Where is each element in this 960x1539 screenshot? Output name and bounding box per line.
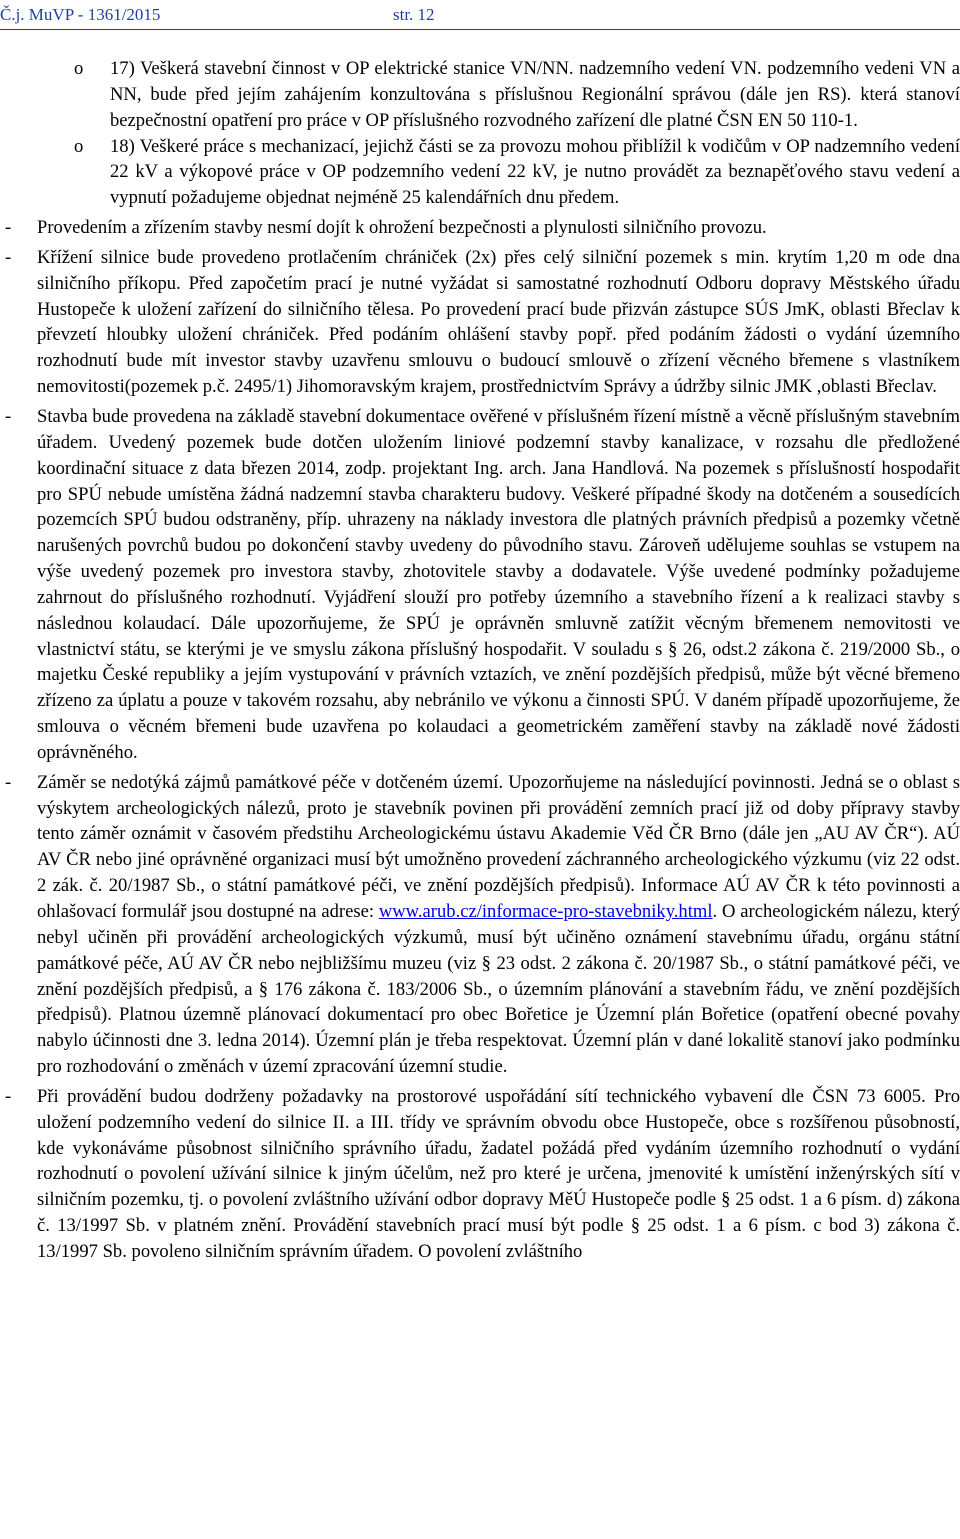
paragraph-text-part: Záměr se nedotýká zájmů památkové péče v dotčeném území. Upozorňujeme na následující povinnosti. Jedná se o oblast s výskytem archeologických nálezů, proto je stavebník povinen při provádění zemních prací již od doby přípravy stavby tento záměr oznámit v časovém předstihu Archeologickému ústavu Akademie Věd ČR Brno (dále jen „AU AV ČR“). AÚ AV ČR nebo jiné oprávněné organizaci musí být umožněno provedení záchranného archeologického výzkumu (viz 22 odst. 2 zák. č. 20/1987 Sb., o státní památkové péči, ve znění pozdějších předpisů). Informace AÚ AV ČR k této povinnosti a ohlašovací formulář jsou dostupné na adrese: [37, 771, 960, 922]
list-bullet: o [74, 135, 84, 157]
list-bullet: o [74, 58, 84, 79]
paragraph-heritage [0, 770, 960, 1080]
paragraph-text [37, 772, 960, 1077]
header-divider [0, 29, 960, 30]
sub-item-17 [0, 56, 960, 134]
arub-link[interactable]: www.arub.cz/informace-pro-stavebniky.html [378, 901, 713, 922]
page-header [0, 2, 960, 28]
page-number: str. 12 [393, 5, 435, 24]
paragraph-text-part: . O archeologickém nálezu, který nebyl učiněn při provádění archeologických výzkumů, musí být učiněno oznámení stavebnímu úřadu, orgánu státní památkové péče, AÚ AV ČR nebo nejbližšímu muzeu (viz § 23 odst. 2 zákona č. 20/1987 Sb., o státní památkové péči, ve znění pozdějších předpisů, a § 176 zákona č. 183/2006 Sb., o územním plánování a stavebním řádu, ve znění pozdějších předpisů). Platnou územně plánovací dokumentací pro obec Bořetice je Územní plán Bořetice (opatření obecné povahy nabylo účinnosti dne 3. ledna 2014). Územní plán je třeba respektovat. Územní plán v dané lokalitě stanoví jako podmínku pro rozhodování o změnách v území zpracování územní studie. [37, 901, 960, 1078]
paragraph-traffic-safety [0, 215, 960, 241]
document-body [0, 56, 960, 1265]
list-dash: - [5, 1085, 12, 1107]
paragraph-text: 17) Veškerá stavební činnost v OP elektrické stanice VN/NN. nadzemního vedení VN. podzemního vedeni VN a NN, bude před jejím zahájením konzultována s příslušnou Regionální správou (dále jen RS). která stanoví bezpečnostní opatření pro práce v OP příslušného rozvodného zařízení dle platné ČSN EN 50 110-1. [110, 58, 960, 131]
list-dash: - [5, 405, 12, 427]
list-dash: - [5, 246, 12, 268]
list-dash: - [5, 217, 12, 239]
paragraph-network-requirements [0, 1084, 960, 1265]
paragraph-text: Křížení silnice bude provedeno protlačením chrániček (2x) přes celý silniční pozemek s min. krytím 1,20 m ode dna silničního příkopu. Před započetím prací je nutné vyžádat si samostatné rozhodnutí Odboru dopravy Městského úřadu Hustopeče k uložení zařízení do silničního tělesa. Po provedení prací bude přizván zástupce SÚS JmK, oblasti Břeclav k převzetí hloubky uložení chrániček. Před podáním ohlášení stavby popř. před podáním žádosti o vydání územního rozhodnutí bude mít investor stavby uzavřenu smlouvu o budoucí smlouvě o zřízení věcného břemene s vlastníkem nemovitosti(pozemek p.č. 2495/1) Jihomoravským krajem, prostřednictvím Správy a údržby silnic JMK ,oblasti Břeclav. [37, 246, 960, 398]
document-reference: Č.j. MuVP - 1361/2015 [0, 5, 161, 24]
paragraph-road-crossing [0, 245, 960, 400]
paragraph-text: Provedením a zřízením stavby nesmí dojít k ohrožení bezpečnosti a plynulosti silničního provozu. [37, 217, 767, 239]
paragraph-text: Při provádění budou dodrženy požadavky na prostorové uspořádání sítí technického vybavení dle ČSN 73 6005. Pro uložení podzemního vedení do silnice II. a III. třídy ve správním obvodu obce Hustopeče, obce s rozšířenou působností, kde vykonáváme působnost silničního správního úřadu, žadatel požádá před vydáním územního rozhodnutí o vydání rozhodnutí o povolení užívání silnice k jiným účelům, než pro které je určena, jmenovité k umístění inženýrských sítí v silničním pozemku, tj. o povolení zvláštního užívání odbor dopravy MěÚ Hustopeče podle § 25 odst. 1 a 6 písm. d) zákona č. 13/1997 Sb. v platném znění. Provádění stavebních prací musí být podle § 25 odst. 1 a 6 písm. c bod 3) zákona č. 13/1997 Sb. povoleno silničním správním úřadem. O povolení zvláštního [37, 1085, 960, 1262]
sub-item-18 [0, 134, 960, 212]
paragraph-spu-conditions [0, 404, 960, 766]
paragraph-text: Stavba bude provedena na základě stavební dokumentace ověřené v příslušném řízení místně a věcně příslušným stavebním úřadem. Uvedený pozemek bude dotčen uložením liniové podzemní stavby kanalizace, v rozsahu dle předložené koordinační situace z data březen 2014, zodp. projektant Ing. arch. Jana Handlová. Na pozemek s příslušností hospodařit pro SPÚ nebude umístěna žádná nadzemní stavba charakteru budovy. Veškeré případné škody na dotčeném a sousedících pozemcích SPÚ budou odstraněny, příp. uhrazeny na náklady investora dle platných právních předpisů a pozemky včetně narušených povrchů budou po dokončení stavby uvedeny do původního stavu. Zároveň udělujeme souhlas se vstupem na výše uvedený pozemek pro investora stavby, zhotovitele stavby a dodavatele. Výše uvedené podmínky požadujeme zahrnout do příslušného rozhodnutí. Vyjádření slouží pro potřeby územního a stavebního řízení a k realizaci stavby s následnou kolaudací. Dále upozorňujeme, že SPÚ je oprávněn smluvně zatížit věcným břemenem nemovitosti ve vlastnictví státu, se kterými je ve smyslu zákona příslušný hospodařit. V souladu s § 26, odst.2 zákona č. 219/2000 Sb., o majetku České republiky a jejím vystupování v právních vztazích, ve znění pozdějších předpisů, může být věcné břemeno zřízeno za úplatu a pouze v takovém rozsahu, aby nebránilo ve výkonu a činnosti SPÚ. V daném případě upozorňujeme, že smlouva o věcném břemeni bude uzavřena po kolaudaci a geometrickém zaměření stavby na základě nové žádosti oprávněného. [37, 405, 960, 763]
list-dash: - [5, 771, 12, 793]
paragraph-text: 18) Veškeré práce s mechanizací, jejichž části se za provozu mohou přiblížil k vodičům v OP nadzemního vedení 22 kV a výkopové práce v OP podzemního vedení 22 kV, je nutno provádět za beznapěťového stavu vedení a vypnutí požadujeme objednat nejméně 25 kalendářních dnu předem. [110, 135, 960, 209]
